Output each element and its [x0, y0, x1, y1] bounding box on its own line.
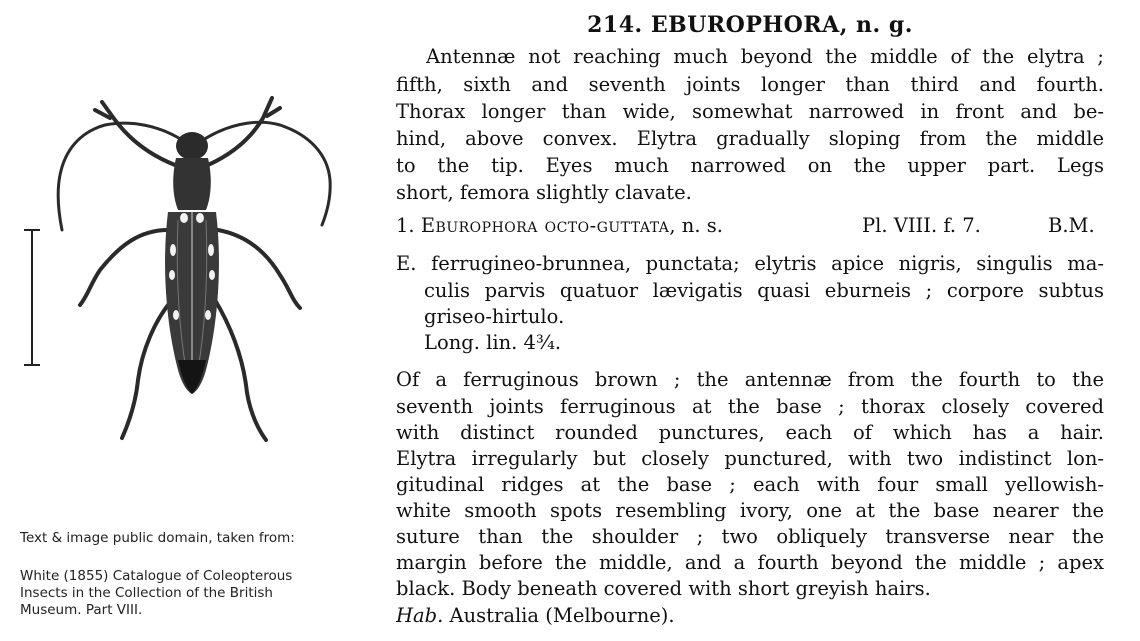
right-middle-leg — [218, 230, 300, 308]
genus-description-line: Antennæ not reaching much beyond the middle of the elytra ; — [426, 45, 1104, 68]
english-description-line: with distinct rounded punctures, each of which has a hair. — [396, 421, 1104, 444]
credit-citation-line: Museum. Part VIII. — [20, 602, 143, 618]
left-middle-leg — [80, 230, 168, 305]
english-description-line: black. Body beneath covered with short greyish hairs. — [396, 577, 931, 600]
species-collection: B.M. — [1048, 214, 1095, 237]
scale-bar — [24, 230, 40, 365]
latin-diagnosis-line: griseo-hirtulo. — [424, 305, 565, 328]
english-description-line: Elytra irregularly but closely punctured, with two indistinct lon- — [396, 447, 1104, 470]
habitat — [396, 603, 1104, 629]
right-hind-leg — [215, 300, 266, 440]
credit-citation-line: Insects in the Collection of the British — [20, 585, 273, 601]
left-hind-leg — [122, 300, 172, 438]
genus-description-line: to the tip. Eyes much narrowed on the upper part. Legs — [396, 154, 1104, 177]
genus-description-line: hind, above convex. Elytra gradually sloping from the middle — [396, 127, 1104, 150]
beetle-head — [176, 132, 208, 160]
genus-description-line: fifth, sixth and seventh joints longer than third and fourth. — [396, 73, 1104, 96]
species-plate: Pl. VIII. f. 7. — [862, 214, 981, 237]
credit-citation-line: White (1855) Catalogue of Coleopterous — [20, 568, 293, 584]
genus-heading: 214. EBUROPHORA, n. g. — [587, 12, 913, 38]
english-description-line: gitudinal ridges at the base ; each with four small yellowish- — [396, 473, 1104, 496]
species-heading — [396, 213, 1104, 239]
beetle-thorax — [173, 158, 211, 210]
credit-source-label: Text & image public domain, taken from: — [20, 530, 295, 546]
habitat-label: Hab. — [396, 604, 444, 627]
beetle-drawing — [10, 80, 360, 460]
english-description-line: white smooth spots resembling ivory, one at the base nearer the — [396, 499, 1104, 522]
latin-diagnosis-line: E. ferrugineo-brunnea, punctata; elytris apice nigris, singulis ma- — [396, 252, 1104, 275]
species-number: 1. — [396, 214, 415, 237]
genus-description-line: Thorax longer than wide, somewhat narrowed in front and be- — [396, 100, 1104, 123]
english-description-line: Of a ferruginous brown ; the antennæ from the fourth to the — [396, 368, 1104, 391]
english-description-line: seventh joints ferruginous at the base ; thorax closely covered — [396, 395, 1104, 418]
beetle-illustration — [10, 80, 360, 460]
latin-diagnosis-line: culis parvis quatuor lævigatis quasi eburneis ; corpore subtus — [424, 279, 1104, 302]
left-front-leg — [95, 102, 175, 165]
species-status: , n. s. — [669, 214, 723, 237]
species-name: Eburophora octo-guttata — [420, 214, 670, 237]
habitat-value: Australia (Melbourne). — [449, 604, 675, 627]
left-antenna — [58, 123, 185, 230]
credit-citation — [20, 568, 350, 619]
genus-description-line: short, femora slightly clavate. — [396, 181, 692, 204]
right-antenna — [200, 122, 330, 225]
english-description-line: margin before the middle, and a fourth beyond the middle ; apex — [396, 551, 1104, 574]
english-description-line: suture than the shoulder ; two obliquely transverse near the — [396, 525, 1104, 548]
length-measurement: Long. lin. 4¾. — [424, 331, 562, 354]
